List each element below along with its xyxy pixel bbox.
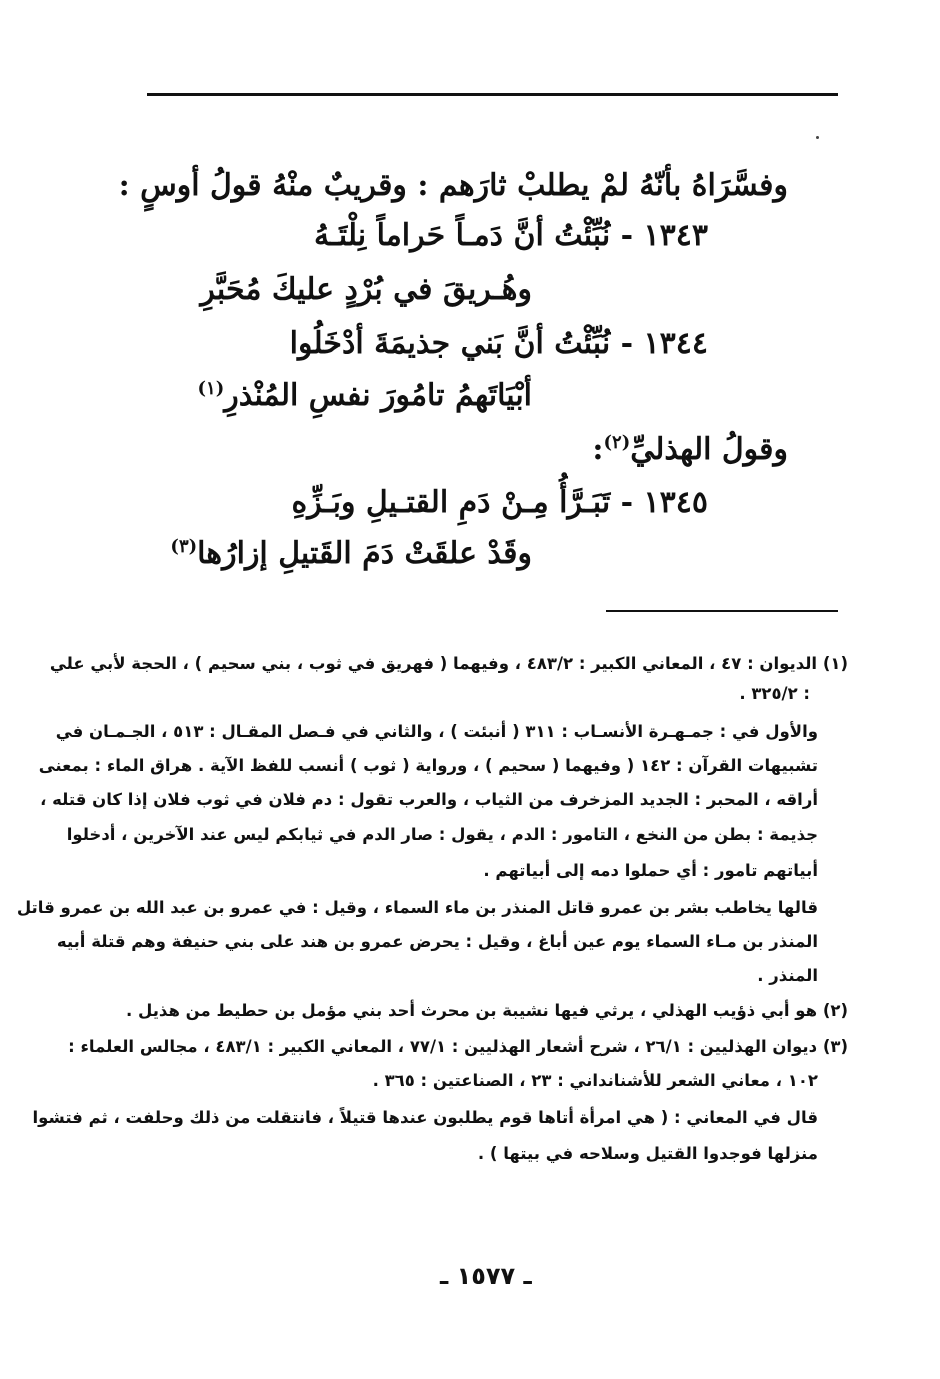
hudhali-intro-line: [592, 432, 788, 467]
verse-1344-first-hemistich: ١٣٤٤ - نُبِّئْتُ أنَّ بَني جذيمَةَ أدْخَلُوا: [289, 326, 708, 361]
footnote-1-line-8: قالها يخاطب بشر بن عمرو قاتل المنذر بن ماء السماء ، وقيل : في عمرو بن عبد الله بن عمرو قاتل: [16, 898, 818, 917]
footnote-1-line-4: تشبيهات القرآن : ١٤٢ ( وفيهما ( سحيم ) ، ورواية ( ثوب ) أنسب للفظ الآية . هراق الماء : بمعنى: [38, 756, 818, 775]
hudhali-text: وقولُ الهذليِّ: [630, 432, 788, 467]
footnote-ref-1: (١): [197, 378, 225, 399]
footnote-separator: [606, 610, 838, 612]
footnote-1-line-3: والأول في : جمـهـرة الأنسـاب : ٣١١ ( أنبئت ) ، والثاني في فـصل المقـال : ٥١٣ ، الجـمـان في: [55, 722, 818, 741]
top-rule: [147, 93, 838, 96]
footnote-1-line-6: جذيمة : بطن من النخع ، التامور : الدم ، يقول : صار الدم في ثيابكم ليس عند الآخرين ، أدخلوا: [66, 825, 818, 844]
footnote-3-line-3: قال في المعاني : ( هي امرأة أتاها قوم يطلبون عندها قتيلاً ، فانتقلت من ذلك وحلفت ، ثم فتشوا: [32, 1108, 818, 1127]
footnote-ref-3: (٣): [170, 536, 198, 557]
verse-1345-first-hemistich: ١٣٤٥ - تَبَـرَّأُ مِـنْ دَمِ القتـيلِ وبَـزِّهِ: [291, 485, 708, 520]
footnote-1-line-2: : ٣٢٥/٢ .: [739, 684, 810, 703]
footnote-3-line-1: (٣) ديوان الهذليين : ٢٦/١ ، شرح أشعار الهذليين : ٧٧/١ ، المعاني الكبير : ٤٨٣/١ ، مجالس العلماء :: [68, 1037, 848, 1056]
hudhali-colon: :: [592, 432, 604, 467]
intro-line: وفسَّرَاهُ بأنّهُ لمْ يطلبْ ثارَهم : وقريبٌ منْهُ قولُ أوسٍ :: [118, 168, 788, 203]
footnote-3-line-4: منزلها فوجدوا القتيل وسلاحه في بيتها ) .: [477, 1144, 818, 1163]
footnote-1-line-7: أبياتهم تامور : أي حملوا دمه إلى أبياتهم .: [483, 861, 818, 880]
verse-1343-first-hemistich: ١٣٤٣ - نُبِّئْتُ أنَّ دَمـاً حَراماً نِلْتَـهُ: [313, 218, 708, 253]
verse-1345-second-hemistich: [170, 536, 532, 571]
footnote-1-line-10: المنذر .: [757, 966, 818, 985]
footnote-2: (٢) هو أبي ذؤيب الهذلي ، يرثي فيها نشيبة بن محرث أحد بني مؤمل بن حطيط من هذيل .: [126, 1001, 848, 1020]
verse-1343-second-hemistich: وهُـريقَ في بُرْدٍ عليكَ مُحَبَّرِ: [200, 272, 532, 307]
footnote-1-line-1: (١) الديوان : ٤٧ ، المعاني الكبير : ٤٨٣/٢ ، وفيهما ( فهريق في ثوب ، بني سحيم ) ، الحجة لأبي علي: [49, 654, 848, 673]
page-speck: [816, 136, 819, 139]
footnote-ref-2: (٢): [603, 432, 631, 453]
page-number: ـ ١٥٧٧ ـ: [440, 1262, 532, 1290]
footnote-1-line-9: المنذر بن مـاء السماء يوم عين أباغ ، وقيل : يحرض عمرو بن هند على بني حنيفة وهم قتلة أبيه: [56, 932, 818, 951]
verse-1344-second-text: أبْيَاتَهمُ تامُورَ نفسِ المُنْذرِ: [224, 378, 532, 413]
verse-1345-second-text: وقَدْ علقَتْ دَمَ القَتيلِ إزارُها: [197, 536, 532, 571]
footnote-3-line-2: ١٠٢ ، معاني الشعر للأشنانداني : ٢٣ ، الصناعتين : ٣٦٥ .: [372, 1071, 818, 1090]
footnote-1-line-5: أراقه ، المحبر : الجديد المزخرف من الثياب ، والعرب تقول : دم فلان في ثوب فلان إذا كان قتله ،: [40, 790, 818, 809]
verse-1344-second-hemistich: [197, 378, 532, 413]
